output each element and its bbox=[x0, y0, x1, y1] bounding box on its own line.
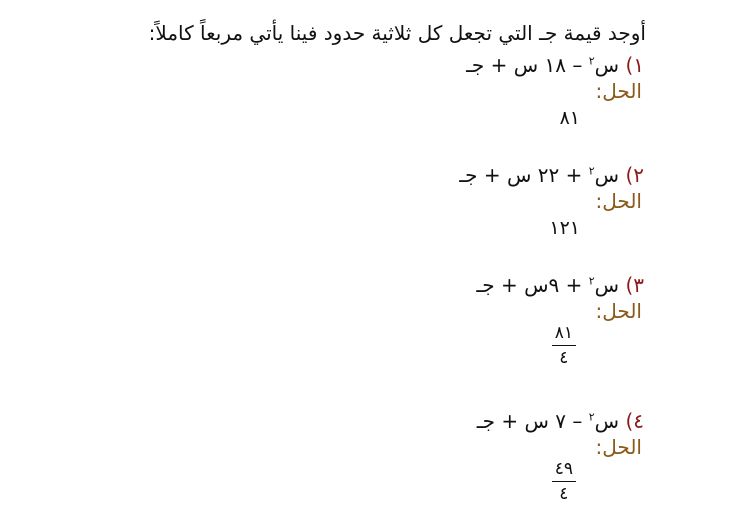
problem-2-solution-label: الحل: bbox=[595, 189, 642, 213]
problem-2-number: ٢) bbox=[625, 163, 644, 187]
problem-2-answer: ١٢١ bbox=[549, 217, 580, 239]
problem-1-solution-label: الحل: bbox=[595, 79, 642, 103]
problem-4-variable: س bbox=[594, 409, 620, 433]
problem-3-expression bbox=[476, 272, 644, 298]
problem-4-expression bbox=[477, 408, 644, 434]
problem-4-rest: – ٧ س + جـ bbox=[476, 409, 589, 433]
problem-4-answer-fraction bbox=[552, 458, 576, 505]
problem-3-exponent: ٢ bbox=[588, 274, 595, 288]
problem-3-answer-numerator: ٨١ bbox=[554, 323, 573, 343]
problem-2-exponent: ٢ bbox=[588, 164, 595, 178]
problem-3-variable: س bbox=[594, 273, 620, 297]
problem-3-rest: + ٩س + جـ bbox=[476, 273, 589, 297]
problem-4-number: ٤) bbox=[625, 409, 644, 433]
problem-1-exponent: ٢ bbox=[588, 54, 595, 68]
problem-1-answer: ٨١ bbox=[559, 107, 580, 129]
problem-1-expression bbox=[466, 52, 644, 78]
problem-3-answer-denominator: ٤ bbox=[559, 348, 569, 368]
problem-4-exponent: ٢ bbox=[588, 410, 595, 424]
problem-3-number: ٣) bbox=[625, 273, 644, 297]
problem-4-answer-numerator: ٤٩ bbox=[554, 459, 573, 479]
problem-4-answer-denominator: ٤ bbox=[559, 484, 569, 504]
problem-2-variable: س bbox=[594, 163, 620, 187]
problem-2-expression bbox=[459, 162, 644, 188]
exercise-heading: أوجد قيمة جـ التي تجعل كل ثلاثية حدود فينا يأتي مربعاً كاملاً: bbox=[148, 21, 646, 45]
problem-3-solution-label: الحل: bbox=[595, 299, 642, 323]
problem-3-answer-fraction bbox=[552, 322, 576, 369]
problem-1-rest: – ١٨ س + جـ bbox=[466, 53, 589, 77]
problem-1-variable: س bbox=[594, 53, 620, 77]
problem-2-rest: + ٢٢ س + جـ bbox=[459, 163, 589, 187]
problem-1-number: ١) bbox=[625, 53, 644, 77]
problem-4-solution-label: الحل: bbox=[595, 435, 642, 459]
